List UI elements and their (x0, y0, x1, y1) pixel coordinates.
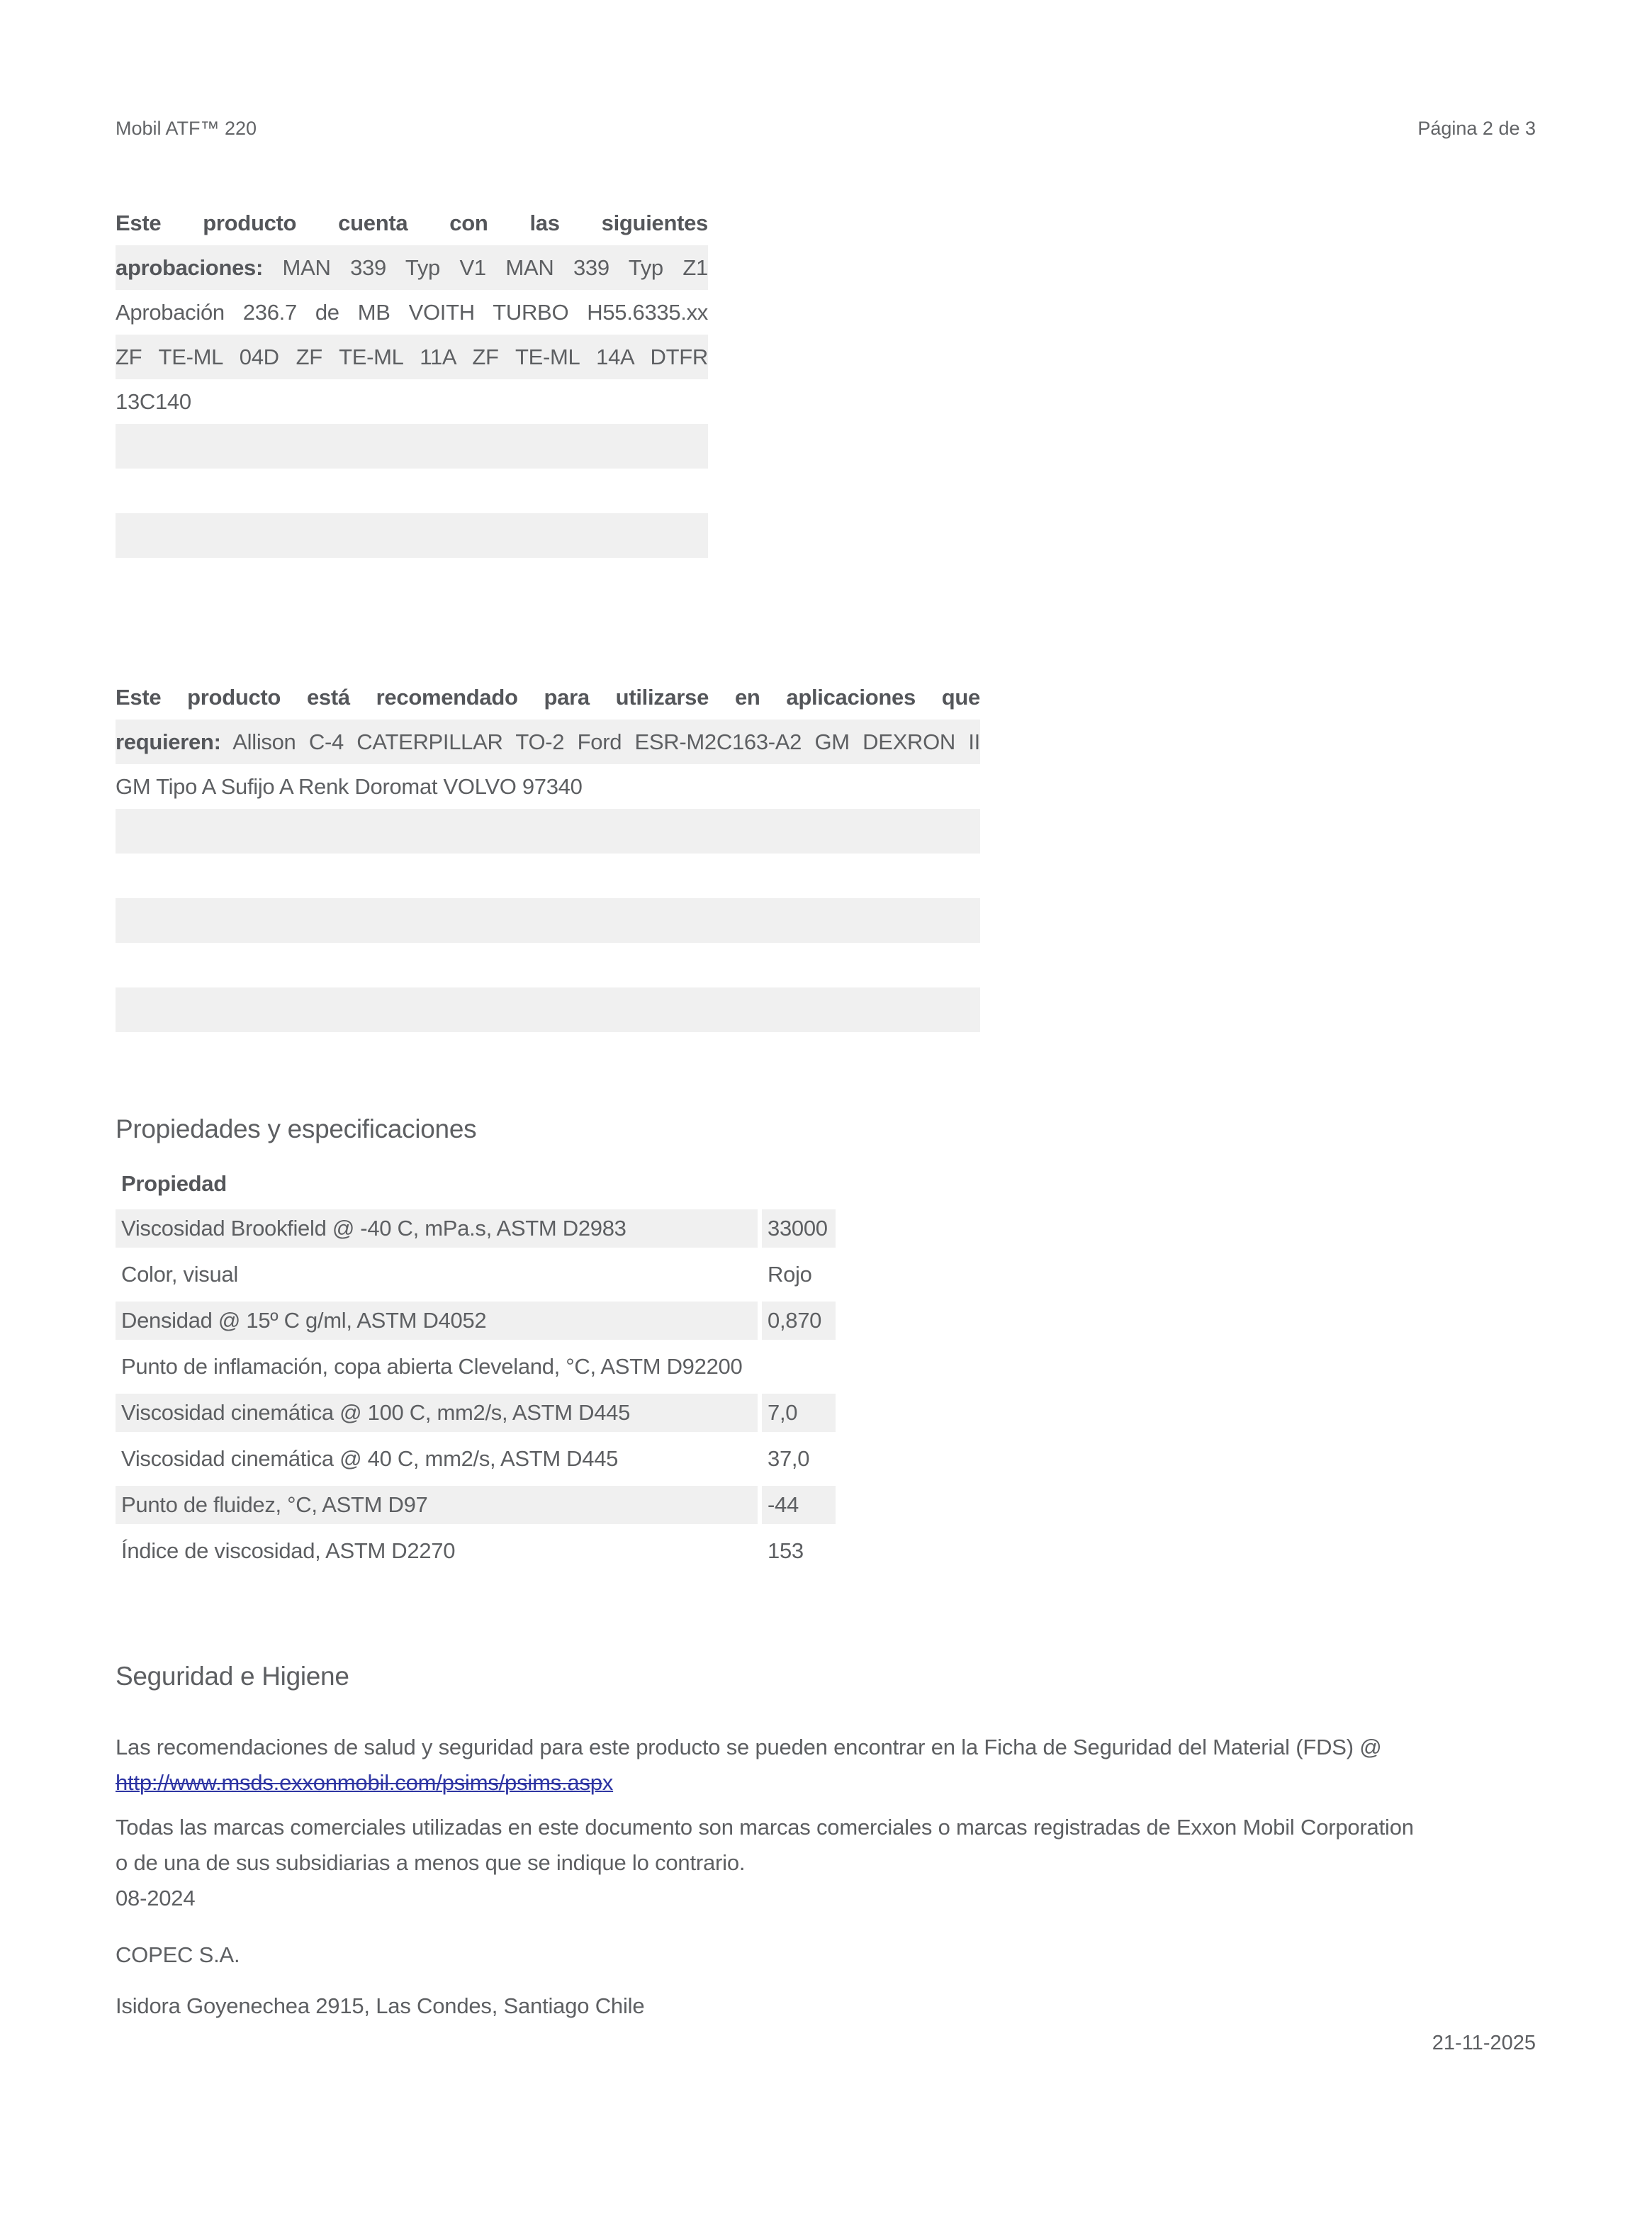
recommendations-empty-highlight-line-1 (116, 809, 980, 854)
safety-paragraph-line-1: Las recomendaciones de salud y seguridad para este producto se pueden encontrar en la Ficha de Seguridad del Material (FDS) @ (116, 1735, 1382, 1759)
table-row (116, 1532, 845, 1570)
recommendations-empty-highlight-line-2 (116, 898, 980, 943)
value-cell: 33000 (762, 1209, 836, 1248)
msds-link[interactable] (116, 1770, 613, 1795)
revision-date: 08-2024 (116, 1886, 196, 1910)
table-header-propiedad: Propiedad (121, 1171, 227, 1196)
table-row (116, 1302, 845, 1340)
table-row (116, 1348, 845, 1386)
safety-section (116, 1730, 1541, 1916)
recommendations-list-line-1 (116, 720, 980, 764)
approvals-paragraph (116, 201, 708, 558)
value-cell: 0,870 (762, 1302, 836, 1340)
property-cell: Índice de viscosidad, ASTM D2270 (121, 1538, 456, 1563)
msds-link-tail-text: x (602, 1770, 614, 1795)
value-cell: 37,0 (768, 1446, 810, 1471)
value-cell: 7,0 (762, 1394, 836, 1432)
page-header (116, 118, 1536, 140)
msds-link-struck-text: http://www.msds.exxonmobil.com/psims/psims.asp (116, 1770, 602, 1795)
approvals-empty-line (116, 469, 708, 513)
approvals-empty-highlight-line-1 (116, 424, 708, 469)
property-cell: Punto de fluidez, °C, ASTM D97 (116, 1486, 758, 1524)
recommendations-intro-line: Este producto está recomendado para utilizarse en aplicaciones que (116, 685, 980, 710)
table-row (116, 1440, 845, 1478)
properties-table (116, 1166, 845, 1570)
company-name: COPEC S.A. (116, 1942, 240, 1967)
product-title: Mobil ATF™ 220 (116, 118, 257, 139)
value-cell: -44 (762, 1486, 836, 1524)
page-indicator: Página 2 de 3 (1417, 118, 1536, 139)
approvals-intro-line: Este producto cuenta con las siguientes (116, 211, 708, 235)
property-cell: Viscosidad cinemática @ 40 C, mm2/s, ASTM D445 (121, 1446, 619, 1471)
recommendations-list-text-1: Allison C-4 CATERPILLAR TO-2 Ford ESR-M2C163-A2 GM DEXRON II (232, 729, 980, 754)
approvals-list-text-1: MAN 339 Typ V1 MAN 339 Typ Z1 (282, 255, 708, 280)
safety-heading: Seguridad e Higiene (116, 1662, 349, 1691)
approvals-list-line-1 (116, 245, 708, 290)
recommendations-empty-line-1 (116, 854, 980, 898)
table-row (116, 1255, 845, 1294)
trademark-line-1: Todas las marcas comerciales utilizadas en este documento son marcas comerciales o marcas registradas de Exxon Mobil Corporation (116, 1815, 1414, 1840)
recommendations-paragraph (116, 675, 980, 1032)
property-cell: Color, visual (121, 1262, 238, 1287)
approvals-list-line-3: ZF TE-ML 04D ZF TE-ML 11A ZF TE-ML 14A DTFR (116, 335, 708, 379)
value-cell: 153 (768, 1538, 804, 1563)
table-row (116, 1394, 845, 1432)
table-row (116, 1486, 845, 1524)
property-cell: Viscosidad Brookfield @ -40 C, mPa.s, ASTM D2983 (116, 1209, 758, 1248)
property-text: Punto de inflamación, copa abierta Cleveland, °C, ASTM D92 (121, 1354, 707, 1379)
value-text: 200 (706, 1354, 743, 1379)
property-cell (116, 1348, 845, 1386)
table-row (116, 1209, 845, 1248)
print-date: 21-11-2025 (1432, 2032, 1536, 2054)
recommendations-empty-highlight-line-3 (116, 987, 980, 1032)
property-cell: Densidad @ 15º C g/ml, ASTM D4052 (116, 1302, 758, 1340)
company-address: Isidora Goyenechea 2915, Las Condes, Santiago Chile (116, 1993, 645, 2018)
properties-heading: Propiedades y especificaciones (116, 1114, 477, 1143)
recommendations-list-line-2: GM Tipo A Sufijo A Renk Doromat VOLVO 97340 (116, 774, 583, 799)
value-cell: Rojo (768, 1262, 812, 1287)
approvals-list-line-4: 13C140 (116, 389, 191, 414)
property-cell: Viscosidad cinemática @ 100 C, mm2/s, ASTM D445 (116, 1394, 758, 1432)
safety-link-line (116, 1765, 1541, 1801)
approvals-list-line-2: Aprobación 236.7 de MB VOITH TURBO H55.6335.xx (116, 300, 708, 325)
trademark-line-2: o de una de sus subsidiarias a menos que se indique lo contrario. (116, 1850, 746, 1875)
recommendations-label: requieren: (116, 729, 221, 754)
recommendations-empty-line-2 (116, 943, 980, 987)
approvals-label: aprobaciones: (116, 255, 263, 280)
approvals-empty-highlight-line-2 (116, 513, 708, 558)
